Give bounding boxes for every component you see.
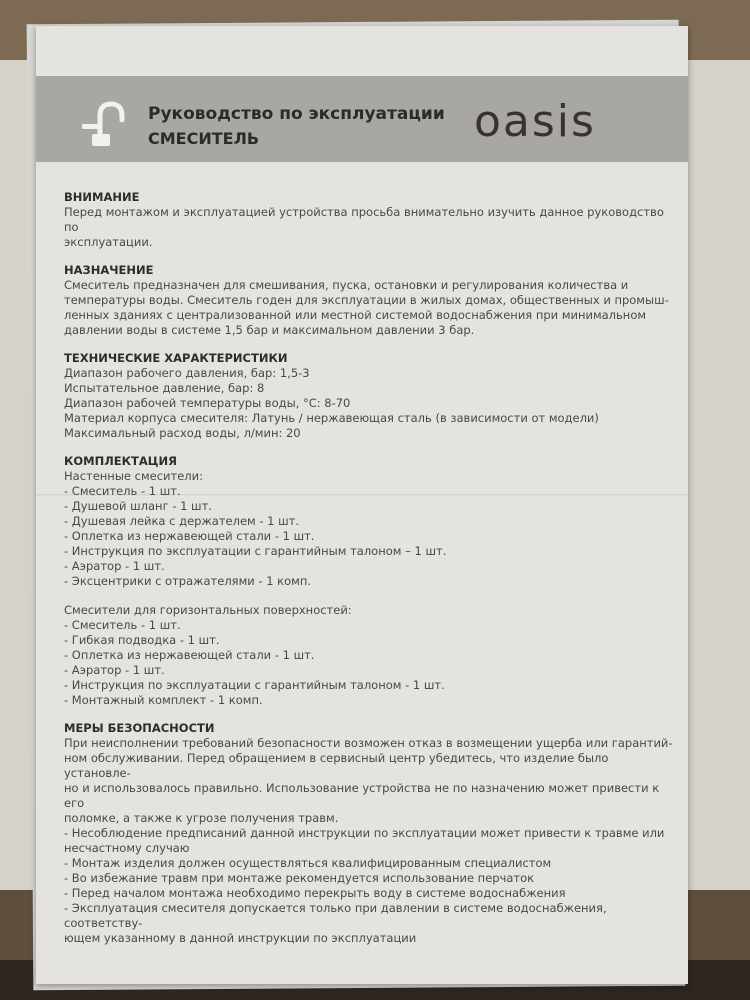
kit-item: - Смеситель - 1 шт. [64,484,181,498]
spec-line: Максимальный расход воды, л/мин: 20 [64,426,301,440]
text-line: эксплуатации. [64,235,153,249]
text-line: Смеситель предназначен для смешивания, пуска, остановки и регулирования количества и [64,278,629,292]
spec-line: Диапазон рабочего давления, бар: 1,5-3 [64,366,310,380]
kit-item: - Оплетка из нержавеющей стали - 1 шт. [64,529,315,543]
section-specs [64,351,674,441]
kit-item: - Эксцентрики с отражателями - 1 комп. [64,574,311,588]
section-safety [64,721,674,946]
section-heading: ВНИМАНИЕ [64,190,140,204]
safety-line: При неисполнении требований безопасности возможен отказ в возмещении ущерба или гарантий- [64,736,673,750]
section-heading: НАЗНАЧЕНИЕ [64,263,154,277]
brand-logo: oasis [474,96,596,147]
safety-line: - Во избежание травм при монтаже рекомендуется использование перчаток [64,871,535,885]
spec-line: Диапазон рабочей температуры воды, °С: 8-70 [64,396,351,410]
section-heading: МЕРЫ БЕЗОПАСНОСТИ [64,721,215,735]
text-line: давлении воды в системе 1,5 бар и максимальном давлении 3 бар. [64,323,475,337]
kit-item: - Душевой шланг - 1 шт. [64,499,212,513]
safety-line: поломке, а также к угрозе получения травм. [64,811,339,825]
safety-line: - Эксплуатация смесителя допускается только при давлении в системе водоснабжения, соответству- [64,901,607,930]
safety-line: но и использовалось правильно. Использование устройства не по назначению может привести к его [64,781,660,810]
safety-line: ном обслуживании. Перед обращением в сервисный центр убедитесь, что изделие было установле- [64,751,609,780]
kit-item: - Смеситель - 1 шт. [64,618,181,632]
spec-line: Испытательное давление, бар: 8 [64,381,265,395]
safety-line: - Перед началом монтажа необходимо перекрыть воду в системе водоснабжения [64,886,566,900]
section-attention [64,190,674,250]
kit-item: - Инструкция по эксплуатации с гарантийным талоном – 1 шт. [64,544,447,558]
section-heading: ТЕХНИЧЕСКИЕ ХАРАКТЕРИСТИКИ [64,351,288,365]
section-kit [64,454,674,708]
manual-content [64,190,674,959]
section-heading: КОМПЛЕКТАЦИЯ [64,454,177,468]
faucet-icon [78,98,130,150]
section-purpose [64,263,674,338]
kit-item: - Аэратор - 1 шт. [64,559,165,573]
kit-group-title: Настенные смесители: [64,469,203,483]
header-band [36,76,688,162]
kit-item: - Монтажный комплект - 1 комп. [64,693,263,707]
safety-line: несчастному случаю [64,841,190,855]
kit-item: - Инструкция по эксплуатации с гарантийным талоном - 1 шт. [64,678,445,692]
safety-line: - Несоблюдение предписаний данной инструкции по эксплуатации может привести к травме или [64,826,665,840]
manual-title: Руководство по эксплуатации [148,104,445,124]
product-title: СМЕСИТЕЛЬ [148,129,260,148]
safety-line: ющем указанному в данной инструкции по эксплуатации [64,931,417,945]
text-line: Перед монтажом и эксплуатацией устройства просьба внимательно изучить данное руководство по [64,205,664,234]
kit-group-title: Смесители для горизонтальных поверхностей: [64,603,352,617]
text-line: ленных зданиях с централизованной или местной системой водоснабжения при минимальном [64,308,647,322]
kit-item: - Оплетка из нержавеющей стали - 1 шт. [64,648,315,662]
kit-item: - Гибкая подводка - 1 шт. [64,633,220,647]
manual-sheet [36,26,688,984]
kit-item: - Аэратор - 1 шт. [64,663,165,677]
text-line: температуры воды. Смеситель годен для эксплуатации в жилых домах, общественных и промыш- [64,293,669,307]
kit-item: - Душевая лейка с держателем - 1 шт. [64,514,300,528]
spec-line: Материал корпуса смесителя: Латунь / нержавеющая сталь (в зависимости от модели) [64,411,599,425]
safety-line: - Монтаж изделия должен осуществляться квалифицированным специалистом [64,856,552,870]
